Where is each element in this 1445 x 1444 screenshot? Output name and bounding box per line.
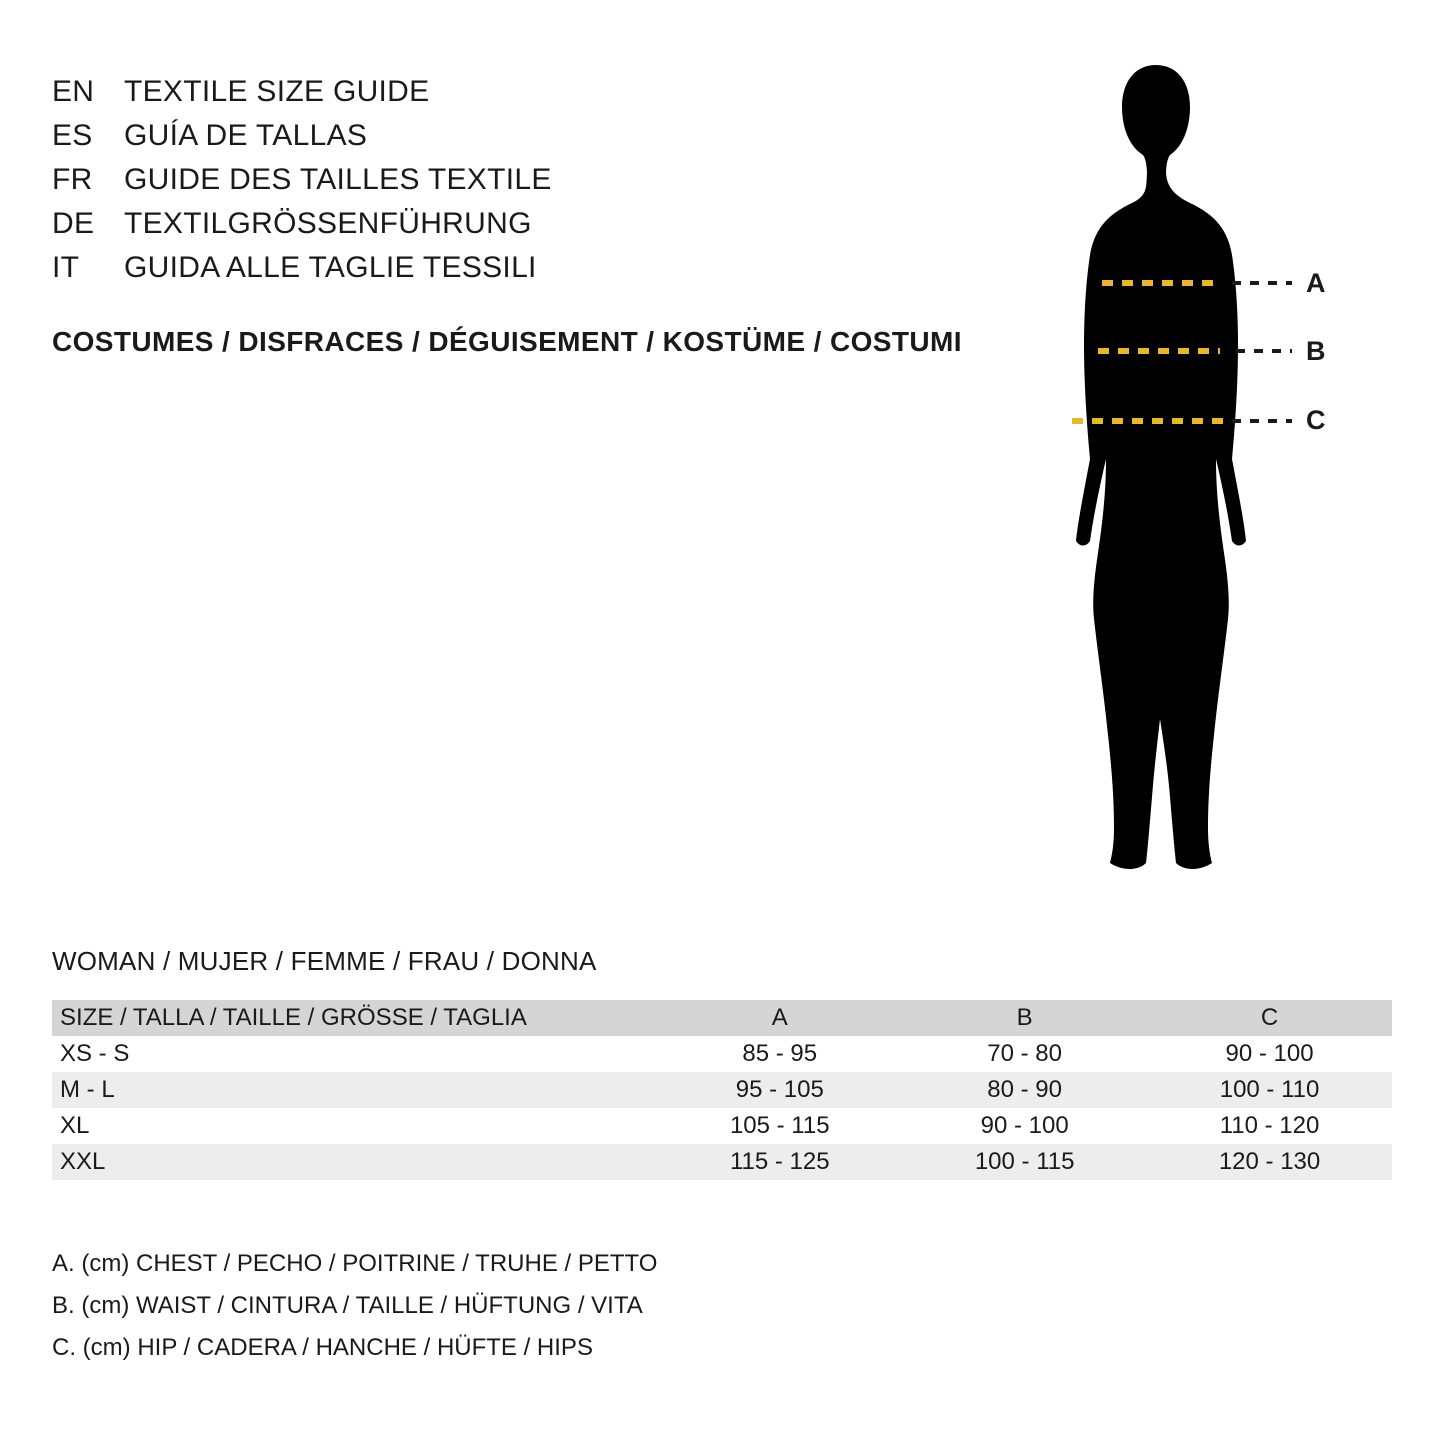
- cell-b: 80 - 90: [987, 1076, 1062, 1103]
- column-header-c: C: [1260, 1004, 1279, 1031]
- language-title: GUIDA ALLE TAGLIE TESSILI: [124, 251, 537, 284]
- language-row: [52, 114, 1032, 158]
- table-header-row: [52, 1000, 1392, 1036]
- language-title: TEXTILE SIZE GUIDE: [124, 75, 430, 108]
- language-code: DE: [52, 207, 95, 240]
- legend-item-a: A. (cm) CHEST / PECHO / POITRINE / TRUHE / PETTO: [52, 1250, 658, 1277]
- column-header-b: B: [1016, 1004, 1033, 1031]
- language-row: [52, 158, 1032, 202]
- cell-size: XS - S: [60, 1040, 130, 1067]
- cell-size: XL: [60, 1112, 90, 1139]
- cell-size: M - L: [60, 1076, 115, 1103]
- language-title: TEXTILGRÖSSENFÜHRUNG: [124, 207, 532, 240]
- language-row: [52, 70, 1032, 114]
- cell-a: 95 - 105: [735, 1076, 824, 1103]
- size-table: [52, 1000, 1392, 1180]
- table-row: [52, 1036, 1392, 1072]
- measurement-legend: [52, 1243, 657, 1369]
- cell-b: 70 - 80: [987, 1040, 1062, 1067]
- cell-a: 105 - 115: [729, 1112, 830, 1139]
- cell-b: 90 - 100: [980, 1112, 1069, 1139]
- language-title: GUÍA DE TALLAS: [124, 119, 368, 152]
- table-row: [52, 1108, 1392, 1144]
- language-list: [52, 70, 1032, 290]
- cell-c: 110 - 120: [1219, 1112, 1320, 1139]
- cell-c: 120 - 130: [1218, 1148, 1321, 1175]
- language-code: ES: [52, 119, 93, 152]
- legend-item-b: B. (cm) WAIST / CINTURA / TAILLE / HÜFTUNG / VITA: [52, 1292, 643, 1319]
- language-row: [52, 202, 1032, 246]
- column-header-size: SIZE / TALLA / TAILLE / GRÖSSE / TAGLIA: [60, 1004, 527, 1031]
- language-code: FR: [52, 163, 93, 196]
- body-measurement-figure: [1010, 55, 1390, 885]
- table-row: [52, 1072, 1392, 1108]
- language-title: GUIDE DES TAILLES TEXTILE: [124, 163, 552, 196]
- page-title: COSTUMES / DISFRACES / DÉGUISEMENT / KOSTÜME / COSTUMI: [52, 326, 962, 357]
- legend-item-c: C. (cm) HIP / CADERA / HANCHE / HÜFTE / HIPS: [52, 1334, 593, 1361]
- cell-c: 100 - 110: [1219, 1076, 1320, 1103]
- cell-size: XXL: [60, 1148, 106, 1175]
- cell-b: 100 - 115: [974, 1148, 1075, 1175]
- column-header-a: A: [771, 1004, 788, 1031]
- language-code: IT: [52, 251, 80, 284]
- female-silhouette-icon: [1010, 55, 1390, 885]
- marker-label-b: B: [1306, 336, 1326, 366]
- language-code: EN: [52, 75, 95, 108]
- cell-a: 85 - 95: [742, 1040, 818, 1067]
- table-caption: WOMAN / MUJER / FEMME / FRAU / DONNA: [52, 946, 597, 976]
- table-row: [52, 1144, 1392, 1180]
- marker-label-c: C: [1306, 405, 1326, 435]
- cell-c: 90 - 100: [1225, 1040, 1314, 1067]
- marker-label-a: A: [1306, 268, 1326, 298]
- cell-a: 115 - 125: [729, 1148, 830, 1175]
- language-row: [52, 246, 1032, 290]
